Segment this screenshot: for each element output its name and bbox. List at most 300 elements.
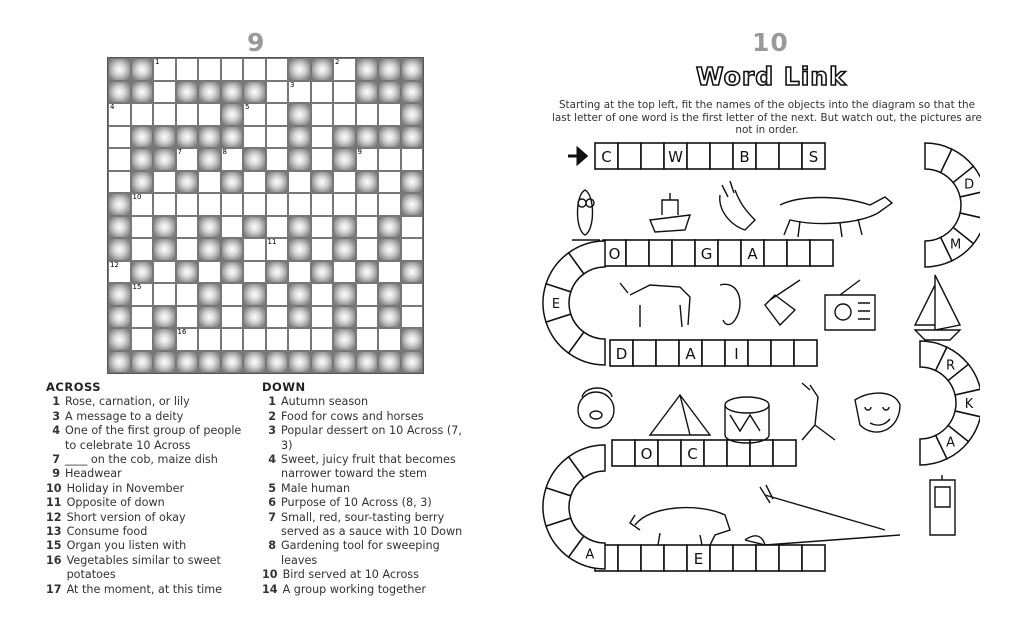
shaded-cell (131, 171, 154, 194)
shaded-cell (333, 216, 356, 239)
letter-box[interactable] (710, 143, 733, 169)
crossword-cell[interactable] (198, 261, 221, 284)
clue-text: At the moment, at this time (66, 582, 223, 596)
letter-box[interactable] (656, 340, 679, 366)
shaded-cell (243, 216, 266, 239)
shaded-cell (198, 351, 221, 374)
clue-text: ____ on the cob, maize dish (65, 453, 218, 467)
shaded-cell (108, 283, 131, 306)
shaded-cell (378, 81, 401, 104)
shaded-cell (176, 351, 199, 374)
curve-right-2 (920, 341, 980, 465)
shaded-cell (266, 351, 289, 374)
clue-text: Autumn season (281, 395, 369, 409)
letter-box[interactable] (764, 240, 787, 266)
letter-box[interactable] (733, 545, 756, 571)
brush-icon (765, 280, 800, 325)
shaded-cell (108, 238, 131, 261)
shaded-cell (198, 238, 221, 261)
shaded-cell (108, 351, 131, 374)
shaded-cell (356, 261, 379, 284)
crossword-cell[interactable] (288, 81, 311, 104)
clue-num: 1 (268, 395, 276, 409)
shaded-cell (108, 193, 131, 216)
down-clues (262, 380, 470, 597)
crossword-cell[interactable] (266, 216, 289, 239)
crossword-cell[interactable] (311, 283, 334, 306)
crossword-cell[interactable] (333, 171, 356, 194)
crossword-cell[interactable] (243, 261, 266, 284)
crossword-cell[interactable] (311, 238, 334, 261)
crossword-cell[interactable] (356, 193, 379, 216)
shaded-cell (198, 126, 221, 149)
shaded-cell (153, 126, 176, 149)
crossword-cell[interactable] (288, 193, 311, 216)
crossword-cell[interactable] (378, 103, 401, 126)
clue-num: 9 (52, 467, 60, 481)
crossword-cell[interactable] (198, 171, 221, 194)
clue-text: Organ you listen with (66, 539, 187, 553)
clue-num: 15 (46, 539, 62, 553)
crossword-cell[interactable] (311, 148, 334, 171)
crossword-cell[interactable] (108, 126, 131, 149)
shaded-cell (153, 148, 176, 171)
letter-box[interactable] (779, 545, 802, 571)
shaded-cell (153, 216, 176, 239)
across-clue (46, 525, 254, 539)
row-2 (603, 240, 833, 266)
clue-num: 13 (46, 525, 62, 539)
crossword-cell[interactable] (401, 238, 424, 261)
letter: M (949, 237, 962, 253)
row-5 (595, 545, 825, 571)
letter: S (808, 148, 819, 166)
shaded-cell (221, 261, 244, 284)
clue-text: Opposite of down (66, 496, 165, 510)
crossword-cell[interactable] (333, 193, 356, 216)
clue-text: Small, red, sour-tasting berry served as a sauce with 10 Down (281, 510, 463, 539)
letter-box[interactable] (618, 545, 641, 571)
shaded-cell (288, 148, 311, 171)
crossword-cell[interactable] (266, 126, 289, 149)
crossword-cell[interactable] (243, 238, 266, 261)
letter: O (640, 445, 653, 463)
shaded-cell (333, 126, 356, 149)
crossword-cell[interactable] (266, 58, 289, 81)
crossword-cell[interactable] (131, 216, 154, 239)
crossword-cell[interactable] (378, 171, 401, 194)
clue-text: Short version of okay (66, 510, 186, 524)
crossword-cell[interactable] (131, 306, 154, 329)
letter-box[interactable] (641, 143, 664, 169)
shaded-cell (108, 81, 131, 104)
crossword-cell[interactable] (221, 283, 244, 306)
shaded-cell (401, 171, 424, 194)
clown-icon (578, 388, 614, 428)
shaded-cell (401, 328, 424, 351)
crossword-cell[interactable] (266, 103, 289, 126)
donkey-icon (620, 283, 690, 327)
across-clue (46, 453, 254, 467)
crossword-cell[interactable] (356, 283, 379, 306)
clue-text: Rose, carnation, or lily (65, 395, 190, 409)
clue-number: 4 (110, 103, 115, 111)
crossword-cell[interactable] (153, 193, 176, 216)
shaded-cell (356, 126, 379, 149)
shaded-cell (288, 351, 311, 374)
crossword-cell[interactable] (131, 238, 154, 261)
shaded-cell (221, 81, 244, 104)
clue-number: 10 (132, 193, 142, 201)
shaded-cell (198, 148, 221, 171)
letter-box[interactable] (756, 143, 779, 169)
page-number-left: 9 (247, 28, 266, 57)
down-clue (262, 424, 470, 453)
crossword-cell[interactable] (356, 103, 379, 126)
letter-box[interactable] (794, 340, 817, 366)
letter-box[interactable] (727, 440, 750, 466)
clue-num: 16 (46, 553, 62, 567)
crossword-cell[interactable] (176, 103, 199, 126)
crossword-cell[interactable] (311, 126, 334, 149)
crossword-cell[interactable] (176, 216, 199, 239)
crossword-cell[interactable] (221, 306, 244, 329)
shaded-cell (378, 238, 401, 261)
crossword-cell[interactable] (176, 58, 199, 81)
rake-icon (760, 485, 885, 530)
shaded-cell (221, 103, 244, 126)
word-link-title: Word Link (696, 62, 847, 91)
shaded-cell (131, 58, 154, 81)
letter: D (964, 177, 975, 193)
clue-number: 8 (222, 148, 227, 156)
shaded-cell (266, 171, 289, 194)
shaded-cell (198, 216, 221, 239)
hand-icon (720, 181, 755, 230)
shaded-cell (131, 148, 154, 171)
crossword-cell[interactable] (311, 193, 334, 216)
mask-icon (855, 393, 900, 432)
clue-text: One of the first group of people to celebrate 10 Across (65, 424, 242, 452)
shaded-cell (288, 126, 311, 149)
letter-box[interactable] (771, 340, 794, 366)
row-3 (610, 340, 817, 366)
crossword-cell[interactable] (401, 148, 424, 171)
shaded-cell (401, 193, 424, 216)
shaded-cell (176, 81, 199, 104)
shaded-cell (176, 171, 199, 194)
crossword-cell[interactable] (311, 306, 334, 329)
crossword-cell[interactable] (221, 58, 244, 81)
shaded-cell (176, 126, 199, 149)
shaded-cell (221, 126, 244, 149)
crossword-cell[interactable] (108, 148, 131, 171)
crossword-grid (107, 57, 424, 374)
letter: D (615, 345, 628, 363)
phone-booth-icon (930, 475, 955, 535)
clue-number: 5 (245, 103, 250, 111)
clue-text: Male human (281, 481, 351, 495)
crossword-cell[interactable] (356, 148, 379, 171)
row-4 (612, 440, 796, 466)
crossword-cell[interactable] (243, 328, 266, 351)
clue-text: Holiday in November (66, 481, 185, 495)
crossword-cell[interactable] (176, 238, 199, 261)
shaded-cell (401, 81, 424, 104)
crossword-cell[interactable] (243, 103, 266, 126)
across-clues (46, 380, 254, 597)
letter-box[interactable] (626, 240, 649, 266)
letter-box[interactable] (710, 545, 733, 571)
crossword-cell[interactable] (198, 58, 221, 81)
clue-number: 9 (357, 148, 362, 156)
down-heading: DOWN (262, 380, 306, 394)
letter-box[interactable] (779, 143, 802, 169)
crossword-cell[interactable] (153, 171, 176, 194)
clue-num: 3 (52, 409, 60, 423)
clue-num: 3 (268, 424, 276, 438)
letter-box[interactable] (641, 545, 664, 571)
crossword-cell[interactable] (311, 81, 334, 104)
crossword-cell[interactable] (243, 126, 266, 149)
letter-box[interactable] (618, 143, 641, 169)
shaded-cell (198, 306, 221, 329)
shaded-cell (288, 238, 311, 261)
clue-number: 3 (290, 80, 295, 89)
letter-box[interactable] (748, 340, 771, 366)
crossword-cell[interactable] (221, 216, 244, 239)
crossword-cell[interactable] (333, 58, 356, 81)
crossword-cell[interactable] (131, 328, 154, 351)
crossword-cell[interactable] (333, 81, 356, 104)
letter: C (687, 445, 698, 463)
kangaroo-icon (802, 383, 835, 440)
crossword-cell[interactable] (131, 103, 154, 126)
crossword-cell[interactable] (356, 306, 379, 329)
shaded-cell (288, 216, 311, 239)
crossword-cell[interactable] (243, 58, 266, 81)
crossword-cell[interactable] (378, 193, 401, 216)
crossword-cell[interactable] (153, 58, 176, 81)
crossword-cell[interactable] (243, 193, 266, 216)
clue-num: 2 (268, 409, 276, 423)
clue-text: Consume food (66, 525, 148, 539)
crossword-cell[interactable] (108, 261, 131, 284)
shaded-cell (401, 261, 424, 284)
clue-number: 12 (110, 260, 119, 269)
crossword-cell[interactable] (221, 193, 244, 216)
shaded-cell (333, 306, 356, 329)
crossword-cell[interactable] (401, 216, 424, 239)
crossword-cell[interactable] (176, 328, 199, 351)
shaded-cell (333, 238, 356, 261)
letter-box[interactable] (750, 440, 773, 466)
shaded-cell (356, 351, 379, 374)
letter-box[interactable] (718, 240, 741, 266)
sailboat-icon (915, 275, 960, 340)
shaded-cell (153, 328, 176, 351)
letter: C (601, 148, 612, 166)
crossword-cell[interactable] (356, 328, 379, 351)
letter-box[interactable] (649, 240, 672, 266)
letter-box[interactable] (672, 240, 695, 266)
crossword-cell[interactable] (221, 148, 244, 171)
letter-box[interactable] (612, 440, 635, 466)
down-clue (262, 496, 470, 510)
crossword-cell[interactable] (266, 283, 289, 306)
shaded-cell (176, 261, 199, 284)
crossword-cell[interactable] (311, 216, 334, 239)
crossword-cell[interactable] (266, 193, 289, 216)
crossword-cell[interactable] (198, 328, 221, 351)
crossword-cell[interactable] (288, 328, 311, 351)
rhino-icon (630, 508, 730, 545)
shaded-cell (153, 238, 176, 261)
letter-box[interactable] (756, 545, 779, 571)
crossword-cell[interactable] (266, 328, 289, 351)
clue-text: Purpose of 10 Across (8, 3) (281, 496, 432, 510)
letter-box[interactable] (704, 440, 727, 466)
crossword-cell[interactable] (153, 283, 176, 306)
shaded-cell (378, 351, 401, 374)
across-clue (46, 496, 254, 510)
crossword-cell[interactable] (401, 306, 424, 329)
clue-number: 16 (177, 328, 187, 336)
crossword-cell[interactable] (266, 81, 289, 104)
crossword-cell[interactable] (311, 103, 334, 126)
crossword-cell[interactable] (266, 306, 289, 329)
letter: O (608, 245, 621, 263)
crossword-cell[interactable] (266, 238, 289, 261)
shaded-cell (311, 351, 334, 374)
letter-box[interactable] (810, 240, 833, 266)
clue-text: A group working together (282, 582, 426, 596)
crossword-cell[interactable] (333, 103, 356, 126)
down-clue (262, 453, 470, 482)
crossword-cell[interactable] (176, 148, 199, 171)
shaded-cell (356, 171, 379, 194)
clue-num: 10 (46, 481, 62, 495)
crossword-cell[interactable] (221, 328, 244, 351)
across-clue (46, 583, 254, 597)
shaded-cell (378, 216, 401, 239)
crossword-cell[interactable] (378, 148, 401, 171)
letter-box[interactable] (702, 340, 725, 366)
crossword-cell[interactable] (288, 171, 311, 194)
oar-icon (745, 535, 900, 545)
shaded-cell (198, 81, 221, 104)
crossword-cell[interactable] (153, 103, 176, 126)
letter-box[interactable] (773, 440, 796, 466)
crossword-cell[interactable] (243, 171, 266, 194)
pyramid-icon (650, 395, 710, 435)
start-arrow-icon (568, 149, 586, 163)
clue-number: 15 (132, 283, 142, 291)
letter: B (739, 148, 750, 166)
shaded-cell (333, 351, 356, 374)
crossword-cell[interactable] (176, 283, 199, 306)
shaded-cell (153, 306, 176, 329)
crossword-cell[interactable] (356, 216, 379, 239)
crossword-cell[interactable] (378, 328, 401, 351)
clue-text: Bird served at 10 Across (282, 568, 419, 582)
crossword-cell[interactable] (311, 328, 334, 351)
clue-number: 7 (177, 148, 182, 156)
clue-num: 10 (262, 568, 278, 582)
shaded-cell (378, 126, 401, 149)
crossword-cell[interactable] (356, 238, 379, 261)
crossword-cell[interactable] (401, 283, 424, 306)
shaded-cell (153, 351, 176, 374)
clue-number: 2 (335, 58, 340, 66)
owl-icon (572, 190, 600, 240)
crossword-cell[interactable] (198, 103, 221, 126)
down-clue (262, 395, 470, 409)
letter-box[interactable] (633, 340, 656, 366)
letter-box[interactable] (658, 440, 681, 466)
letter-box[interactable] (687, 143, 710, 169)
clue-num: 12 (46, 510, 62, 524)
shaded-cell (198, 283, 221, 306)
letter-box[interactable] (664, 545, 687, 571)
letter: G (700, 245, 713, 263)
shaded-cell (401, 351, 424, 374)
letter: E (551, 297, 561, 312)
crossword-cell[interactable] (288, 261, 311, 284)
shaded-cell (221, 171, 244, 194)
down-clue (262, 410, 470, 424)
shaded-cell (131, 126, 154, 149)
across-clue (46, 395, 254, 409)
letter-box[interactable] (787, 240, 810, 266)
crossword-cell[interactable] (108, 103, 131, 126)
crossword-cell[interactable] (153, 81, 176, 104)
shaded-cell (378, 58, 401, 81)
crossword-cell[interactable] (333, 261, 356, 284)
clue-num: 17 (46, 582, 62, 596)
across-clue (46, 410, 254, 424)
clue-num: 4 (52, 424, 60, 438)
letter: A (946, 435, 956, 451)
shaded-cell (243, 148, 266, 171)
crossword-cell[interactable] (153, 261, 176, 284)
crossword-cell[interactable] (266, 148, 289, 171)
crossword-cell[interactable] (176, 193, 199, 216)
across-clue (46, 467, 254, 481)
crossword-cell[interactable] (131, 193, 154, 216)
shaded-cell (356, 58, 379, 81)
crossword-cell[interactable] (176, 306, 199, 329)
clue-text: A message to a deity (65, 409, 184, 423)
shaded-cell (131, 261, 154, 284)
shaded-cell (221, 238, 244, 261)
clue-num: 14 (262, 582, 278, 596)
crossword-cell[interactable] (198, 193, 221, 216)
shaded-cell (311, 171, 334, 194)
shaded-cell (288, 58, 311, 81)
letter-box[interactable] (802, 545, 825, 571)
crossword-cell[interactable] (108, 171, 131, 194)
clue-num: 1 (52, 395, 60, 409)
clue-text: Gardening tool for sweeping leaves (281, 539, 440, 567)
down-clue (262, 511, 470, 540)
letter: K (964, 397, 974, 412)
crossword-cell[interactable] (378, 261, 401, 284)
shaded-cell (131, 351, 154, 374)
shaded-cell (243, 306, 266, 329)
radio-icon (825, 280, 875, 330)
crossword-cell[interactable] (131, 283, 154, 306)
